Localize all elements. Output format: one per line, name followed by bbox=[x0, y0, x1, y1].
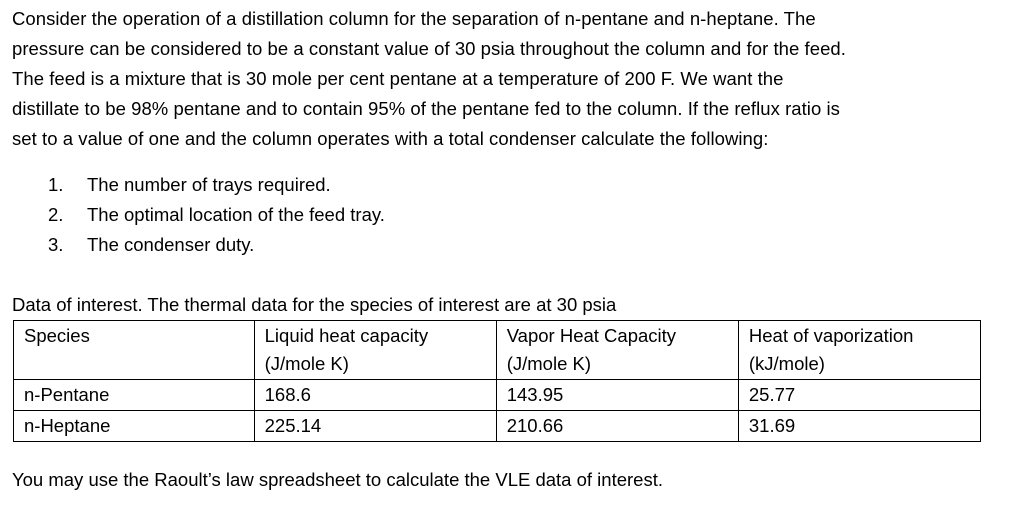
header-line: Heat of vaporization bbox=[748, 325, 914, 346]
header-unit: (kJ/mole) bbox=[748, 353, 825, 374]
list-item-text: The number of trays required. bbox=[87, 174, 331, 195]
list-item bbox=[48, 200, 385, 230]
table-cell-vapor-cp: 210.66 bbox=[496, 411, 738, 442]
header-line: Liquid heat capacity bbox=[264, 325, 429, 346]
header-line: Vapor Heat Capacity bbox=[506, 325, 677, 346]
table-header-row bbox=[14, 321, 981, 380]
table-cell-liquid-cp: 168.6 bbox=[254, 380, 496, 411]
header-unit: (J/mole K) bbox=[264, 353, 349, 374]
table-cell-species: n-Heptane bbox=[14, 411, 255, 442]
table-row bbox=[14, 380, 981, 411]
list-item-number: 3. bbox=[48, 234, 64, 255]
table-cell-heat-vap: 25.77 bbox=[738, 380, 980, 411]
problem-line: Consider the operation of a distillation column for the separation of n-pentane and n-heptane. The bbox=[12, 8, 816, 29]
problem-line: The feed is a mixture that is 30 mole per cent pentane at a temperature of 200 F. We want the bbox=[12, 68, 784, 89]
table-header-cell bbox=[738, 321, 980, 380]
problem-line: set to a value of one and the column operates with a total condenser calculate the following: bbox=[12, 128, 769, 149]
table-cell-heat-vap: 31.69 bbox=[738, 411, 980, 442]
list-item bbox=[48, 170, 385, 200]
problem-line: distillate to be 98% pentane and to contain 95% of the pentane fed to the column. If the reflux ratio is bbox=[12, 98, 840, 119]
table-cell-vapor-cp: 143.95 bbox=[496, 380, 738, 411]
footer-note: You may use the Raoult’s law spreadsheet to calculate the VLE data of interest. bbox=[12, 469, 663, 490]
problem-line: pressure can be considered to be a constant value of 30 psia throughout the column and for the feed. bbox=[12, 38, 846, 59]
table-header-cell bbox=[254, 321, 496, 380]
table-header-cell bbox=[14, 321, 255, 380]
table-row bbox=[14, 411, 981, 442]
list-item bbox=[48, 230, 385, 260]
table-cell-species: n-Pentane bbox=[14, 380, 255, 411]
task-list bbox=[48, 170, 385, 260]
list-item-text: The condenser duty. bbox=[87, 234, 255, 255]
list-item-number: 2. bbox=[48, 204, 64, 225]
data-section-title: Data of interest. The thermal data for the species of interest are at 30 psia bbox=[12, 294, 617, 315]
list-item-text: The optimal location of the feed tray. bbox=[87, 204, 385, 225]
header-line: Species bbox=[24, 325, 90, 346]
list-item-number: 1. bbox=[48, 174, 64, 195]
problem-statement bbox=[12, 4, 1012, 154]
header-unit: (J/mole K) bbox=[506, 353, 591, 374]
table-header-cell bbox=[496, 321, 738, 380]
thermal-data-table bbox=[13, 320, 981, 442]
table-cell-liquid-cp: 225.14 bbox=[254, 411, 496, 442]
